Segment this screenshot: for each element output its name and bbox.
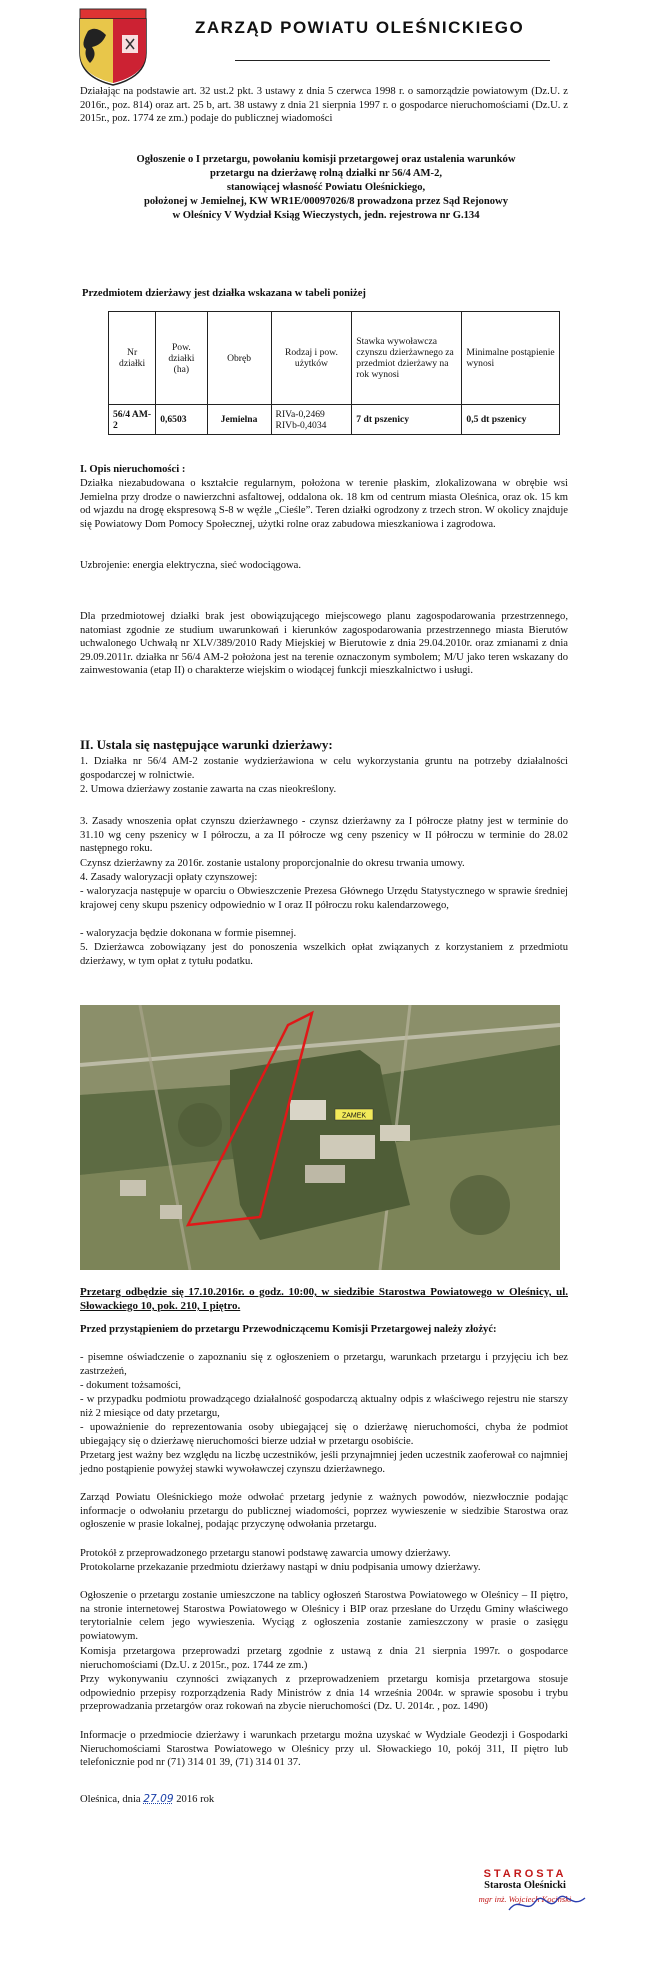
condition-item: 4. Zasady waloryzacji opłaty czynszowej: xyxy=(80,872,258,883)
table-header: Rodzaj i pow. użytków xyxy=(271,312,352,405)
requirement-item: - dokument tożsamości, xyxy=(80,1380,181,1391)
section1-planning: Dla przedmiotowej działki brak jest obowiązującego miejscowego planu zagospodarowania przestrzennego, natomiast zgodnie ze studium uwarunkowań i kierunków zagospodarowania przestrzennego miasta Bierutów uchwalonego Uchwałą nr XLV/389/2010 Rady Miejskiej w Bierutowie z dnia 29.04.2010r. oraz zmianami z dnia 29.09.2011r. działka nr 56/4 AM-2 położona jest na terenie oznaczonym symbolem; M/U jako teren wskazany do zainwestowania (etap II) o charakterze wiejskim o wiodącej funkcji mieszkalnictwo i usługi. xyxy=(80,611,568,677)
signature-icon xyxy=(507,1894,587,1916)
map-label: ZAMEK xyxy=(341,1112,367,1120)
official-stamp xyxy=(455,1868,595,1904)
page-title: ZARZĄD POWIATU OLEŚNICKIEGO xyxy=(195,18,525,37)
auction-info: Przetarg odbędzie się 17.10.2016r. o godz. 10:00, w siedzibie Starostwa Powiatowego w Oleśnicy, ul. Słowackiego 10, pok. 210, I piętro. xyxy=(80,1286,568,1312)
condition-item: Czynsz dzierżawny za 2016r. zostanie ustalony proporcjonalnie do okresu trwania umowy. xyxy=(80,858,465,869)
final-paragraph: Ogłoszenie o przetargu zostanie umieszczone na tablicy ogłoszeń Starostwa Powiatowego w Oleśnicy – II piętro, na stronie internetowej Starostwa Powiatowego w Oleśnicy i BIP oraz przesłane do Urzędu Gminy właściwego terytorialnie celem jego wywieszenia. Wyciąg z ogłoszenia zostanie zamieszczony w prasie o zasięgu powiatowym. xyxy=(80,1590,568,1642)
table-header: Minimalne postąpienie wynosi xyxy=(462,312,560,405)
validity-paragraph: Przetarg jest ważny bez względu na liczbę uczestników, jeśli przynajmniej jeden uczestnik zaoferował co najmniej jedno postąpienie powyżej stawki wywoławczej czynszu dzierżawnego. xyxy=(80,1450,568,1475)
requirement-item: - pisemne oświadczenie o zapoznaniu się z ogłoszeniem o przetargu, warunkach przetargu i przyjęciu ich bez zastrzeżeń, xyxy=(80,1352,568,1377)
table-cell: RIVa-0,2469 RIVb-0,4034 xyxy=(271,405,352,435)
announcement-line: Ogłoszenie o I przetargu, powołaniu komisji przetargowej oraz ustalenia warunków xyxy=(136,154,516,165)
table-header: Pow. działki (ha) xyxy=(156,312,207,405)
intro-paragraph: Działając na podstawie art. 32 ust.2 pkt. 3 ustawy z dnia 5 czerwca 1998 r. o samorządzie powiatowym (Dz.U. z 2016r., poz. 814) oraz art. 25 b, art. 38 ustawy z dnia 21 sierpnia 1997 r. o gospodarce nieruchomościami (Dz.U. z 2015r., poz. 1774 ze zm.) podaje do publicznej wiadomości xyxy=(80,86,568,125)
condition-item: 2. Umowa dzierżawy zostanie zawarta na czas nieokreślony. xyxy=(80,784,337,795)
condition-item: - waloryzacja następuje w oparciu o Obwieszczenie Prezesa Głównego Urzędu Statystycznego w sprawie średniej krajowej ceny skupu pszenicy odpowiednio w I oraz II półroczu roku kalendarzowego, xyxy=(80,886,568,911)
final-paragraph: Przy wykonywaniu czynności związanych z przeprowadzeniem przetargu komisja przetargowa stosuje odpowiednio przepisy rozporządzenia Rady Ministrów z dnia 14 września 2004r. w sprawie sposobu i trybu przeprowadzania przetargów oraz rokowań na zbycie nieruchomości (Dz. U. 2014r. , poz. 1490) xyxy=(80,1674,568,1713)
section1-utilities: Uzbrojenie: energia elektryczna, sieć wodociągowa. xyxy=(80,560,301,571)
condition-item: 1. Działka nr 56/4 AM-2 zostanie wydzierżawiona w celu wykorzystania gruntu na potrzeby działalności gospodarczej w rolnictwie. xyxy=(80,756,568,781)
announcement-line: przetargu na dzierżawę rolną działki nr 56/4 AM-2, xyxy=(209,168,443,179)
announcement-block xyxy=(70,153,582,223)
requirement-item: - w przypadku podmiotu prowadzącego działalność gospodarczą aktualny odpis z właściwego rejestru nie starszy niż 2 miesiące od daty przetargu, xyxy=(80,1394,568,1419)
section-title: II. Ustala się następujące warunki dzierżawy: xyxy=(80,737,333,752)
final-paragraph: Komisja przetargowa przeprowadzi przetarg zgodnie z ustawą z dnia 21 sierpnia 1997r. o gospodarce nieruchomościami (Dz.U. z 2015r., poz. 1744 ze zm.) xyxy=(80,1646,568,1671)
final-paragraph: Protokół z przeprowadzonego przetargu stanowi podstawę zawarcia umowy dzierżawy. xyxy=(80,1548,451,1559)
aerial-map-image xyxy=(80,1005,560,1270)
section-title: I. Opis nieruchomości : xyxy=(80,464,186,475)
stamp-title: STAROSTA xyxy=(483,1868,567,1880)
table-cell: 0,5 dt pszenicy xyxy=(462,405,560,435)
place-date xyxy=(80,1793,214,1807)
handwritten-date: 27.09 xyxy=(143,1793,174,1805)
cancellation-paragraph: Zarząd Powiatu Oleśnickiego może odwołać przetarg jedynie z ważnych powodów, niezwłocznie podając informacje o odwołaniu przetargu do publicznej wiadomości, poprzez wywieszenie w siedzibie Starostwa oraz ogłoszenie w prasie lokalnej, podając przyczynę odwołania przetargu. xyxy=(80,1492,568,1531)
section1-description: Działka niezabudowana o kształcie regularnym, położona w terenie płaskim, zlokalizowana w obrębie wsi Jemielna przy drodze o nawierzchni asfaltowej, oddalona ok. 18 km od centrum miasta Oleśnica, oraz ok. 15 km od wjazdu na drogę ekspresową S-8 w węźle „Cieśle”. Teren działki ogrodzony z trzech stron. W okolicy znajduje się Powiatowy Dom Pomocy Społecznej, użytki rolne oraz zabudowa mieszkaniowa i zagrodowa. xyxy=(80,478,568,530)
final-paragraph: Protokolarne przekazanie przedmiotu dzierżawy nastąpi w dniu podpisania umowy dzierżawy. xyxy=(80,1562,481,1573)
title-underline xyxy=(235,60,550,61)
announcement-line: położonej w Jemielnej, KW WR1E/00097026/8 prowadzona przez Sąd Rejonowy xyxy=(143,196,508,207)
table-cell: 56/4 AM-2 xyxy=(109,405,156,435)
table-cell: Jemielna xyxy=(207,405,271,435)
coat-of-arms-icon xyxy=(70,5,156,87)
condition-item: - waloryzacja będzie dokonana w formie pisemnej. xyxy=(80,928,297,939)
table-header: Stawka wywoławcza czynszu dzierżawnego za przedmiot dzierżawy na rok wynosi xyxy=(352,312,462,405)
before-title: Przed przystąpieniem do przetargu Przewodniczącemu Komisji Przetargowej należy złożyć: xyxy=(80,1324,497,1335)
condition-item: 5. Dzierżawca zobowiązany jest do ponoszenia wszelkich opłat związanych z korzystaniem z przedmiotu dzierżawy, w tym opłat z tytułu podatku. xyxy=(80,942,568,967)
table-cell: 7 dt pszenicy xyxy=(352,405,462,435)
table-header: Obręb xyxy=(207,312,271,405)
announcement-line: w Oleśnicy V Wydział Ksiąg Wieczystych, jedn. rejestrowa nr G.134 xyxy=(172,210,480,221)
table-row xyxy=(109,405,560,435)
date-suffix: 2016 rok xyxy=(176,1794,215,1805)
condition-item: 3. Zasady wnoszenia opłat czynszu dzierżawnego - czynsz dzierżawny za I półrocze płatny jest w terminie do 31.10 wg ceny pszenicy w I półroczu, a za II półrocze wg ceny pszenicy w II półroczu w terminie do 28.02 następnego roku. xyxy=(80,816,568,855)
table-cell: 0,6503 xyxy=(156,405,207,435)
announcement-line: stanowiącej własność Powiatu Oleśnickiego, xyxy=(226,182,426,193)
signatory-name: mgr inż. Wojciech Kociński xyxy=(478,1894,572,1904)
table-heading: Przedmiotem dzierżawy jest działka wskazana w tabeli poniżej xyxy=(82,288,366,299)
lease-table xyxy=(108,311,560,435)
stamp-subtitle: Starosta Oleśnicki xyxy=(484,1880,566,1891)
table-header: Nr działki xyxy=(109,312,156,405)
final-paragraph: Informacje o przedmiocie dzierżawy i warunkach przetargu można uzyskać w Wydziale Geodezji i Gospodarki Nieruchomościami Starostwa Powiatowego w Oleśnicy przy ul. Słowackiego 10, pokój 311, II piętro lub telefonicznie pod nr (71) 314 01 39, (71) 314 01 37. xyxy=(80,1730,568,1769)
requirement-item: - upoważnienie do reprezentowania osoby ubiegającej się o dzierżawę nieruchomości, chyba że podmiot ubiegający się o dzierżawę nieruchomości bierze udział w przetargu osobiście. xyxy=(80,1422,568,1447)
place-prefix: Oleśnica, dnia xyxy=(80,1794,141,1805)
